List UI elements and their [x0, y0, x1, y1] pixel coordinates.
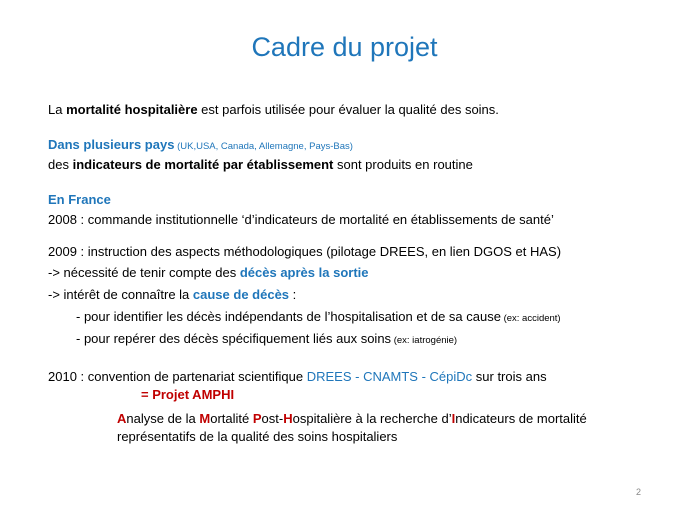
countries-list: (UK,USA, Canada, Allemagne, Pays-Bas) — [174, 141, 353, 152]
france-heading: En France — [48, 192, 111, 207]
acronym-letter: M — [199, 411, 211, 426]
highlight-text: décès après la sortie — [239, 265, 369, 280]
text: : — [289, 287, 297, 302]
text: -> intérêt de connaître la — [48, 287, 193, 302]
partners-text: DREES - CNAMTS - CépiDc — [306, 369, 473, 384]
highlight-text: cause de décès — [192, 287, 290, 302]
text: ost- — [261, 411, 284, 426]
text: des — [48, 157, 73, 172]
line-2009: 2009 : instruction des aspects méthodologiques (pilotage DREES, en lien DGOS et HAS) — [48, 244, 562, 259]
text: 2010 : convention de partenariat scientifique — [48, 369, 307, 384]
bullet-identifier — [76, 308, 561, 327]
acronym-letter: P — [252, 411, 262, 426]
projet-amphi: = Projet AMPHI — [141, 387, 235, 402]
text: - pour identifier les décès indépendants de l’hospitalisation et de sa cause — [76, 309, 501, 324]
countries-line — [48, 136, 353, 155]
example-text: (ex: iatrogénie) — [391, 335, 458, 346]
text: - pour repérer des décès spécifiquement liés aux soins — [76, 331, 392, 346]
countries-heading: Dans plusieurs pays — [48, 137, 175, 152]
intro-line — [48, 101, 499, 118]
amphi-description-line: représentatifs de la qualité des soins hospitaliers — [117, 429, 398, 444]
bullet-reperer — [76, 330, 457, 349]
line-2008: 2008 : commande institutionnelle ‘d’indicateurs de mortalité en établissements de santé’ — [48, 212, 554, 227]
text: ospitalière à la recherche d’ — [292, 411, 452, 426]
cause-deces-line — [48, 286, 296, 303]
text: La — [48, 102, 67, 117]
example-text: (ex: accident) — [500, 313, 561, 324]
text: est parfois utilisée pour évaluer la qualité des soins. — [197, 102, 499, 117]
text: sur trois ans — [472, 369, 547, 384]
acronym-letter: A — [117, 411, 127, 426]
deces-sortie-line — [48, 264, 369, 281]
acronym-letter: I — [451, 411, 456, 426]
acronym-letter: H — [283, 411, 293, 426]
indicators-line — [48, 156, 473, 173]
text: nalyse de la — [126, 411, 200, 426]
text: ortalité — [210, 411, 253, 426]
bold-text: mortalité hospitalière — [66, 102, 198, 117]
amphi-acronym-line — [117, 410, 587, 427]
text: sont produits en routine — [333, 157, 473, 172]
line-2010 — [48, 368, 547, 385]
page-number: 2 — [636, 487, 642, 497]
text: ndicateurs de mortalité — [455, 411, 587, 426]
slide-title: Cadre du projet — [251, 32, 438, 62]
text: -> nécessité de tenir compte des — [48, 265, 240, 280]
bold-text: indicateurs de mortalité par établissement — [72, 157, 334, 172]
